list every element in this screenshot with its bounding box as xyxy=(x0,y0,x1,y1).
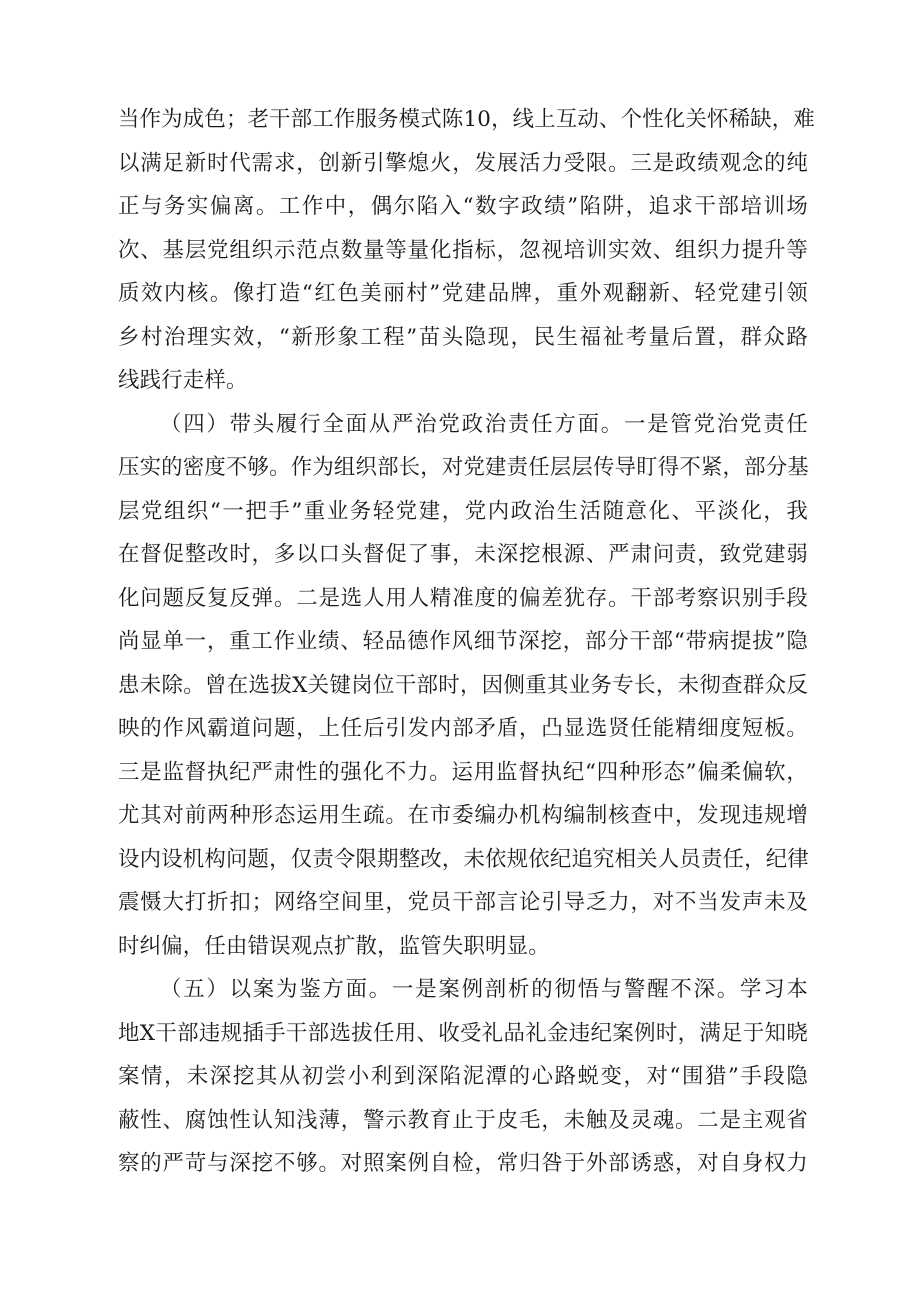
section-heading-line: （四）带头履行全面从严治党政治责任方面。一是管党治党责任 xyxy=(160,411,808,437)
text-line: 当作为成色；老干部工作服务模式陈10，线上互动、个性化关怀稀缺，难 xyxy=(118,107,815,132)
text-line: 设内设机构问题，仅责令限期整改，未依规依纪追究相关人员责任，纪律 xyxy=(118,846,809,872)
text-line: 在督促整改时，多以口头督促了事，未深挖根源、严肃问责，致党建弱 xyxy=(118,542,808,567)
text-line: 地X干部违规插手干部选拔任用、收受礼品礼金违纪案例时，满足于知晓 xyxy=(118,1020,808,1046)
text-line: 次、基层党组织示范点数量等量化指标，忽视培训实效、组织力提升等 xyxy=(118,237,808,263)
text-line: 三是监督执纪严肃性的强化不力。运用监督执纪“四种形态”偏柔偏软， xyxy=(118,759,808,785)
text-line: 线践行走样。 xyxy=(118,368,248,393)
text-line: 质效内核。像打造“红色美丽村”党建品牌，重外观翻新、轻党建引领 xyxy=(118,281,808,306)
text-line: 察的严苛与深挖不够。对照案例自检，常归咎于外部诱惑，对自身权力 xyxy=(118,1151,808,1176)
text-line: 蔽性、腐蚀性认知浅薄，警示教育止于皮毛，未触及灵魂。二是主观省 xyxy=(118,1107,808,1133)
text-line: 压实的密度不够。作为组织部长，对党建责任层层传导盯得不紧，部分基 xyxy=(118,455,809,480)
text-line: 化问题反复反弹。二是选人用人精准度的偏差犹存。干部考察识别手段 xyxy=(118,585,808,611)
text-line: 尚显单一，重工作业绩、轻品德作风细节深挖，部分干部“带病提拔”隐 xyxy=(118,629,808,654)
text-line: 映的作风霸道问题，上任后引发内部矛盾，凸显选贤任能精细度短板。 xyxy=(118,716,808,741)
section-heading-line: （五）以案为鉴方面。一是案例剖析的彻悟与警醒不深。学习本 xyxy=(160,977,808,1002)
text-line: 尤其对前两种形态运用生疏。在市委编办机构编制核查中，发现违规增 xyxy=(118,803,808,828)
text-line: 患未除。曾在选拔X关键岗位干部时，因侧重其业务专长，未彻查群众反 xyxy=(118,672,808,698)
text-line: 以满足新时代需求，创新引擎熄火，发展活力受限。三是政绩观念的纯 xyxy=(118,150,808,176)
text-line: 层党组织“一把手”重业务轻党建，党内政治生活随意化、平淡化，我 xyxy=(118,498,808,524)
text-line: 案情，未深挖其从初尝小利到深陷泥潭的心路蜕变，对“围猎”手段隐 xyxy=(118,1064,808,1089)
text-line: 正与务实偏离。工作中，偶尔陷入“数字政绩”陷阱，追求干部培训场 xyxy=(118,194,808,219)
document-body xyxy=(118,98,815,1186)
text-line: 时纠偏，任由错误观点扩散，监管失职明显。 xyxy=(118,933,550,959)
text-line: 震慑大打折扣；网络空间里，党员干部言论引导乏力，对不当发声未及 xyxy=(118,890,808,915)
text-line: 乡村治理实效，“新形象工程”苗头隐现，民生福祉考量后置，群众路 xyxy=(118,324,808,350)
